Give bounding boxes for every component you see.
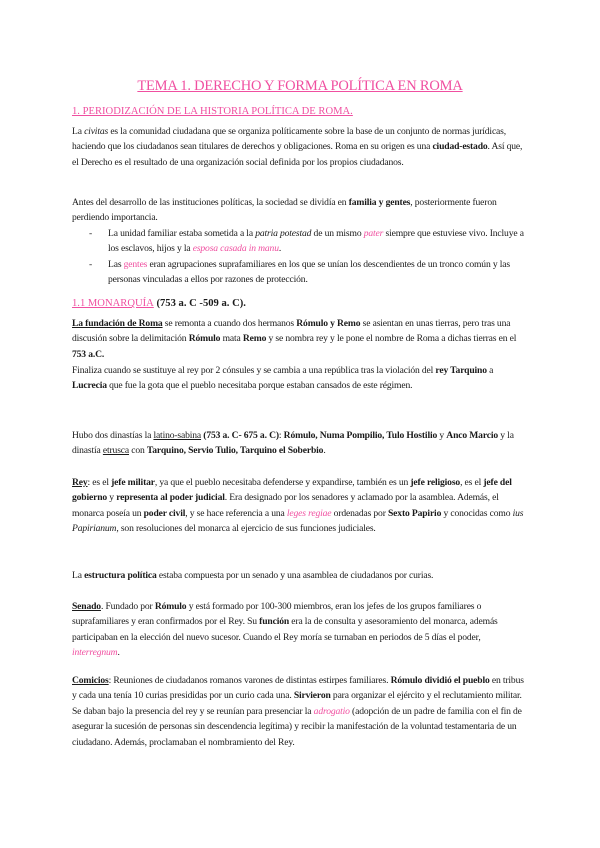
- term-leges-regiae: leges regiae: [286, 507, 332, 519]
- bullet-list-sociedad: [72, 226, 528, 288]
- paragraph-senado: [72, 599, 528, 661]
- text-run: era la de consulta y asesoramiento del monarca, además participaban en la elección del nuevo sucesor. Cuando el Rey moría se turnaban en periodos de 5 días el poder,: [72, 616, 498, 643]
- term-gentes: gentes: [123, 258, 148, 270]
- term-funcion: función: [259, 616, 290, 628]
- term-year: 753 a.C.: [72, 348, 105, 360]
- term-romulo: Rómulo: [154, 601, 187, 612]
- term-anco-marcio: Anco Marcio: [446, 430, 499, 441]
- text-run: se asientan en unas tierras, pero tras una discusión sobre la delimitación: [72, 318, 511, 345]
- term-romulo-remo: Rómulo y Remo: [296, 318, 361, 329]
- term-civitas: civitas: [84, 126, 109, 137]
- term-rey: Rey: [72, 477, 88, 488]
- heading-label: 1.1 MONARQUÍA: [72, 298, 154, 309]
- list-item: [72, 226, 528, 257]
- text-run: Antes del desarrollo de las instituciones políticas, la sociedad se dividía en: [72, 197, 349, 208]
- text-run: Las: [108, 258, 124, 270]
- list-item: [72, 257, 528, 288]
- text-run: , posteriormente fueron perdiendo importancia.: [72, 197, 497, 224]
- paragraph-rey: [72, 475, 528, 537]
- paragraph-civitas: [72, 124, 528, 170]
- term-ius-papirianum: ius Papirianum: [72, 507, 524, 535]
- term-latino-sabina: latino-sabina: [153, 430, 202, 441]
- text-run: , son resoluciones del monarca al ejercicio de sus funciones judiciales.: [116, 523, 376, 535]
- term-jefe-militar: jefe militar: [111, 477, 155, 488]
- text-run: a: [486, 365, 494, 376]
- text-run: se remonta a cuando dos hermanos: [162, 318, 297, 329]
- text-run: y se nombra rey y le pone el nombre de Roma a dichas tierras en el: [266, 333, 517, 345]
- term-lucrecia: Lucrecia: [72, 380, 107, 392]
- paragraph-estructura: [72, 568, 528, 583]
- text-run: estaba compuesta por un senado y una asamblea de ciudadanos por curias.: [156, 570, 434, 581]
- text-run: y: [376, 197, 386, 208]
- term-poder-judicial: representa al poder judicial: [116, 492, 225, 504]
- text-run: que fue la gota que el pueblo necesitaba porque estaban cansados de este régimen.: [106, 380, 413, 392]
- text-run: : Reuniones de ciudadanos romanos varones de distintas estirpes familiares.: [108, 675, 391, 686]
- text-run: y: [107, 492, 117, 504]
- term-pater: pater: [363, 228, 384, 239]
- text-run: de un mismo: [311, 228, 364, 239]
- term-patria-potestad: patria potestad: [255, 228, 312, 239]
- text-run: y está formado por 100-300 miembros, eran los jefes de los grupos familiares o suprafamiliares y eran confirmados por el Rey. Su: [72, 601, 482, 628]
- text-run: eran agrupaciones suprafamiliares en los que se unían los descendientes de un tronco común y las personas vinculadas a ellos por razones de protección.: [108, 258, 510, 286]
- text-run: para organizar el ejército y el reclutamiento militar. Se daban bajo la presencia del rey y se reunían para presenciar la: [72, 690, 522, 717]
- heading-dates: (753 a. C -509 a. C).: [153, 298, 246, 309]
- text-run: :: [278, 430, 284, 441]
- document-title: TEMA 1. DERECHO Y FORMA POLÍTICA EN ROMA: [137, 78, 463, 94]
- text-run: . Fundado por: [100, 601, 155, 612]
- bullet-dash: -: [89, 258, 93, 270]
- text-run: y: [437, 430, 447, 441]
- text-run: Finaliza cuando se sustituye al rey por 2 cónsules y se cambia a una república tras la violación del: [72, 365, 436, 376]
- paragraph-comicios: [72, 673, 528, 750]
- text-run: .: [323, 445, 326, 457]
- text-run: La unidad familiar estaba sometida a la: [108, 228, 256, 239]
- term-estructura-politica: estructura política: [84, 570, 157, 581]
- term-rey-tarquino: rey Tarquino: [435, 365, 487, 376]
- term-adrogatio: adrogatio: [313, 705, 350, 717]
- bullet-dash: -: [89, 228, 93, 239]
- term-jefe-gobierno: jefe del gobierno: [72, 477, 512, 504]
- term-etrusca: etrusca: [102, 445, 130, 457]
- term-familia: familia: [348, 197, 377, 208]
- text-run: ordenadas por: [331, 507, 388, 519]
- text-run: : es el: [87, 477, 112, 488]
- text-run: y la dinastía: [72, 430, 514, 457]
- term-ciudad-estado: ciudad-estado: [432, 141, 488, 153]
- term-dates: (753 a. C- 675 a. C): [201, 430, 279, 441]
- text-run: , ya que el pueblo necesitaba defenderse y expandirse, también es un: [154, 477, 411, 488]
- paragraph-final-monarquia: [72, 363, 528, 394]
- term-sirvieron: Sirvieron: [293, 690, 331, 702]
- term-kings-latino: Rómulo, Numa Pompilio, Tulo Hostilio: [283, 430, 438, 441]
- term-poder-civil: poder civil: [143, 507, 186, 519]
- text-run: . Era designado por los senadores y aclamado por la asamblea. Además, el monarca poseía un: [72, 492, 499, 519]
- term-romulo: Rómulo: [188, 333, 221, 345]
- text-run: en tribus y cada una tenía 10 curias presididas por un curio cada una.: [72, 675, 524, 702]
- text-run: mata: [220, 333, 243, 345]
- text-run: Hubo dos dinastías la: [72, 430, 154, 441]
- term-kings-etrusca: Tarquino, Servio Tulio, Tarquino el Soberbio: [146, 445, 324, 457]
- term-interregnum: interregnum: [72, 647, 118, 659]
- term-jefe-religioso: jefe religioso: [410, 477, 461, 488]
- text-run: (adopción de un padre de familia con el fin de asegurar la sucesión de personas sin descendencia legítima) y recibir la manifestación de la voluntad testamentaria de un ciudadano. Además, proclamaban el nombramiento del Rey.: [72, 705, 522, 748]
- term-sexto-papirio: Sexto Papirio: [388, 507, 442, 519]
- paragraph-fundacion: [72, 316, 528, 362]
- text-run: . Así que, el Derecho es el resultado de una organización social definida por los propios ciudadanos.: [72, 141, 523, 168]
- text-run: , y se hace referencia a una: [185, 507, 287, 519]
- term-romulo-dividio: Rómulo dividió el pueblo: [390, 675, 490, 686]
- term-gentes: gentes: [385, 197, 411, 208]
- paragraph-sociedad: [72, 195, 528, 226]
- term-comicios: Comicios: [72, 675, 109, 686]
- section-heading-periodizacion: 1. PERIODIZACIÓN DE LA HISTORIA POLÍTICA DE ROMA.: [72, 106, 353, 117]
- paragraph-dinastias: [72, 428, 528, 459]
- term-fundacion-roma: La fundación de Roma: [72, 318, 163, 329]
- text-run: .: [117, 647, 120, 659]
- term-remo: Remo: [242, 333, 267, 345]
- section-heading-monarquia: [72, 298, 246, 309]
- text-run: La: [72, 126, 85, 137]
- text-run: y conocidas como: [441, 507, 513, 519]
- term-senado: Senado: [72, 601, 101, 612]
- text-run: siempre que estuviese vivo. Incluye a los esclavos, hijos y la: [108, 228, 524, 255]
- term-esposa-in-manu: esposa casada in manu: [192, 243, 279, 255]
- text-run: con: [129, 445, 147, 457]
- text-run: , es el: [460, 477, 484, 488]
- text-run: .: [278, 243, 282, 255]
- text-run: La: [72, 570, 85, 581]
- text-run: es la comunidad ciudadana que se organiza políticamente sobre la base de un conjunto de normas jurídicas, haciendo que los ciudadanos sean titulares de derechos y obligaciones. Roma en su origen es una: [72, 126, 506, 153]
